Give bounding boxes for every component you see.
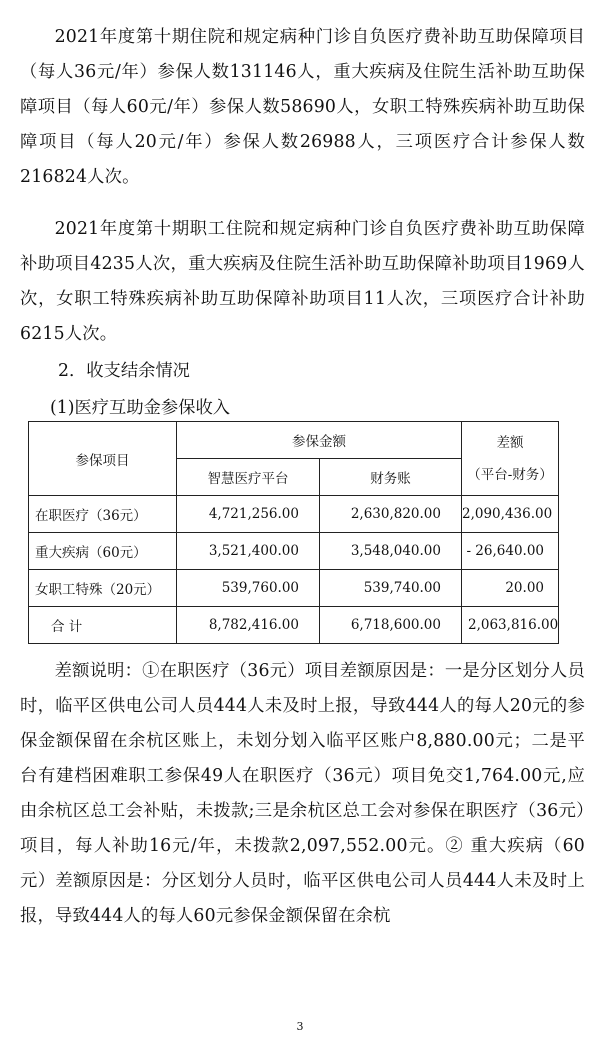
table-row <box>29 533 559 570</box>
cell-platform: 539,760.00 <box>177 570 320 607</box>
cell-ledger: 2,630,820.00 <box>320 496 462 533</box>
paragraph-difference-explanation: 差额说明：①在职医疗（36元）项目差额原因是：一是分区划分人员时，临平区供电公司人员444人未及时上报，导致444人的每人20元的参保金额保留在余杭区账上，未划分划入临平区账户8,880.00元；二是平台有建档困难职工参保49人在职医疗（36元）项目免交1,764.00元,应由余杭区总工会补贴，未拨款;三是余杭区总工会对参保在职医疗（36元）项目，每人补助16元/年，未拨款2,097,552.00元。② 重大疾病（60元）差额原因是：分区划分人员时，临平区供电公司人员444人未及时上报，导致444人的每人60元参保金额保留在余杭 <box>20 661 585 926</box>
cell-diff: 20.00 <box>462 570 559 607</box>
table-row <box>29 496 559 533</box>
cell-ledger: 3,548,040.00 <box>320 533 462 570</box>
insurance-income-table <box>28 421 559 644</box>
page-number: 3 <box>296 1020 304 1033</box>
table-row-total <box>29 607 559 644</box>
section-heading-balance: 2．收支结余情况 <box>58 361 190 381</box>
cell-item: 女职工特殊（20元） <box>29 570 177 607</box>
cell-diff: - 26,640.00 <box>462 533 559 570</box>
cell-platform: 4,721,256.00 <box>177 496 320 533</box>
cell-item: 在职医疗（36元） <box>29 496 177 533</box>
cell-platform: 8,782,416.00 <box>177 607 320 644</box>
header-platform: 智慧医疗平台 <box>177 459 320 496</box>
table-row <box>29 570 559 607</box>
header-diff-title: 差额 <box>496 434 524 451</box>
cell-item: 重大疾病（60元） <box>29 533 177 570</box>
paragraph-subsidies: 2021年度第十期职工住院和规定病种门诊自负医疗费补助互助保障补助项目4235人次，重大疾病及住院生活补助互助保障补助项目1969人次，女职工特殊疾病补助互助保障补助项目11人次，三项医疗合计补助6215人次。 <box>20 219 585 344</box>
header-diff <box>462 422 559 496</box>
table-header-row <box>29 422 559 459</box>
subsection-heading-income: (1)医疗互助金参保收入 <box>50 398 231 418</box>
cell-diff: 2,090,436.00 <box>462 496 559 533</box>
header-amount-group: 参保金额 <box>177 422 462 459</box>
cell-platform: 3,521,400.00 <box>177 533 320 570</box>
header-diff-sub: （平台-财务） <box>467 466 553 483</box>
header-item: 参保项目 <box>29 422 177 496</box>
paragraph-participants: 2021年度第十期住院和规定病种门诊自负医疗费补助互助保障项目（每人36元/年）参保人数131146人，重大疾病及住院生活补助互助保障项目（每人60元/年）参保人数58690人，女职工特殊疾病补助互助保障项目（每人20元/年）参保人数26988人，三项医疗合计参保人数216824人次。 <box>20 27 585 187</box>
cell-item: 合 计 <box>29 607 177 644</box>
cell-ledger: 6,718,600.00 <box>320 607 462 644</box>
cell-ledger: 539,740.00 <box>320 570 462 607</box>
cell-diff: 2,063,816.00 <box>462 607 559 644</box>
header-ledger: 财务账 <box>320 459 462 496</box>
